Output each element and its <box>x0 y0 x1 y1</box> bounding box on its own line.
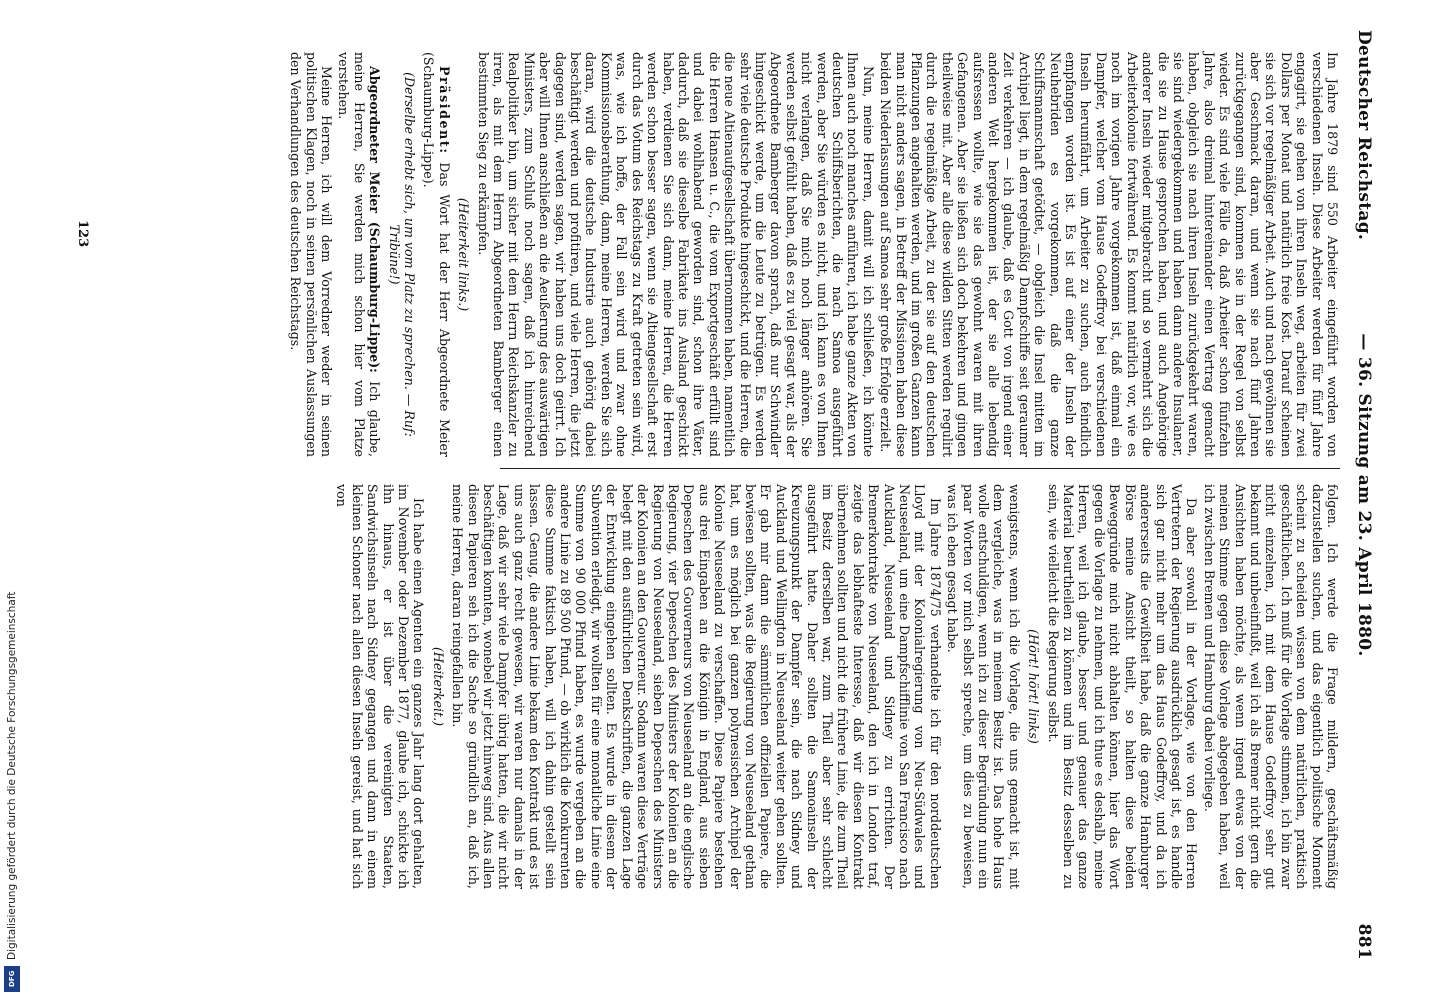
left-column <box>332 484 1340 889</box>
paragraph: Da aber sowohl in der Vorlage, wie von den Herren Vertretern der Regierung ausdrücklich gesagt ist, es handle sich gar nicht mehr um das Haus Godeffroy, und da ich andererseits die Gewißheit habe, daß die ganze Hamburger Börse meine Ansicht theilt, so halten diese beiden Beweggründe mich nicht abhalten können, hier das Wort gegen die Vorlage zu nehmen, und ich thue es deshalb, meine Herren, weil ich glaube, besser und genauer das ganze Material beurtheilen zu können und im Besitz desselben zu sein, wie vielleicht die Regierung selbst. <box>1045 484 1200 889</box>
speaker-text: Ich glaube, meine Herren, Sie werden mich schon hier vom Platze verstehen. <box>336 52 383 457</box>
paragraph: folgen. Ich werde die Frage mildern, geschäftsmäßig darzustellen suchen, und das eigentlich politische Moment scheint zu scheiden wissen von dem natürlichen, praktisch geschäftlichen. Ich muß für die Vorlage stimmen, ich bin zwar nicht einzelnen, ich mit dem Hause Godeffroy sehr gut bekannt und unbeeinflußt, weil ich als Bremer nicht gern die Ansichten haben möchte, als wenn irgend etwas von der meinen Stimme gegen diese Vorlage abgegeben haben, weil ich zwischen Bremen und Hamburg dabei vorliege. <box>1201 484 1340 889</box>
speaker-name: Präsident: <box>436 66 452 155</box>
column-divider <box>500 468 1340 469</box>
header-session: — 36. Sitzung am 23. April 1880. <box>1354 333 1374 657</box>
stage-direction: (Heiterkeit links.) <box>456 197 472 312</box>
paragraph: Ich habe einen Agenten ein ganzes Jahr lang dort gehalten, im November oder Dezember 1877, glaube ich, schickte ich ihn hinaus, er ist über die vereinigten Staaten, Sandwichsinseln nach Sidney gegangen und dann in einem kleinen Schoner nach allen diesen Inseln gereist, und hat sich von <box>334 484 427 889</box>
header-title: Deutscher Reichstag. <box>1354 30 1374 241</box>
stage-direction: (Heiterkeit.) <box>430 647 446 726</box>
right-column <box>286 52 1340 457</box>
paragraph: Nun, meine Herren, damit will ich schließen, ich könnte Ihnen auch noch manches anführen, ich habe ganze Akten von deutschen Schiffsberichten, die nach Samoa ausgeführt werden, aber Sie würden es nicht, und ich kann es von Ihnen nicht verlangen, daß Sie mich noch länger anhören. Sie werden selbst gefühlt haben, daß es zu viel gesagt war, als der Abgeordnete Bamberger davon sprach, daß nur Schwindler hingeschickt werde, um die Leute zu betrügen. Es werden sehr viele deutsche Produkte hingeschickt, und die Herren, die die neue Altienaufgesellschaft übernommen haben, namentlich die Herren Hansen u. C., die vom Exportgeschäft erfüllt sind und dabei wohlhabend geworden sind, schon ihre Väter, dadurch, daß sie dieselbe Fabrikate ins Ausland geschickt haben, verdienen Sie sich dann, meine Herren, die Herren werden schon besser sagen, wenn sie Altiengesellschaft erst durch das Votum des Reichstags zu Kraft getreten sein wird, was, wie ich hoffe, der Fall sein wird und zwar ohne Kommissionsberathung, dann, meine Herren, werden Sie sich daran, wird die deutsche Industrie auch gehörig dabei beschäftigt werden und profitiren, und viele Herren, die jetzt dagegen sind, werden sagen, wir haben uns doch geirrt. Ich aber will Ihnen anschließen an die Aeußerung des auswärtigen Ministers, zum Schluß noch sagen, daß ich hinreichend Realpolitiker bin, um sicher mit dem Herrn Reichskanzler zu irren, als mit dem Herrn Abgeordneten Bamberger einen bestimmten Sieg zu erkämpfen. <box>475 52 876 457</box>
signature-mark: 123 <box>75 220 90 248</box>
speaker-name: Abgeordneter Meier (Schaumburg-Lippe): <box>367 66 383 373</box>
stage-direction: (Hört! hört! links) <box>1026 629 1042 744</box>
speaker-text: Das Wort hat der Herr Abgeordnete Meier (Schaumburg-Lippe). <box>421 52 452 457</box>
digitization-strip <box>0 0 28 1000</box>
paragraph: Im Jahre 1879 sind 550 Arbeiter eingeführt worden von verschiedenen Inseln. Diese Arbeiter werden für fünf Jahre engagirt, sie gehen von ihren Inseln weg, arbeiten für zwei Dollars per Monat und natürlich freie Kost. Darauf scheinen sie sich vor regelmäßiger Arbeit. Auch und nach gewöhnen sie aber Geschmack daran, und wenn sie nach fünf Jahren zurückgegangen sind, kommen sie in der Regel von selbst wieder. Es sind viele Fälle da, daß Arbeiter schon fünfzehn Jahre, also dreimal hintereinander einen Vertrag gemacht haben, obgleich sie nach ihren Inseln zurückgekehrt waren, sie sind wiedergekommen und haben dann andere Insulaner, die sie zu Hause gesprochen haben, und auch Angehörige anderer Inseln wieder mitgebracht und so vermehrt sich die Arbeiterkolonie fortwährend. Es kommt natürlich vor, wie es noch im vorigen Jahre vorgekommen ist, daß einmal ein Dampfer, welcher vom Hause Godeffroy bei verschiedenen Inseln herumfährt, um Arbeiter zu suchen, auch feindlich empfangen worden ist. Es ist auf einer der Inseln der Neuhebriden es vorgekommen, daß die ganze Schiffsmannschaft getödtet, — obgleich die Insel mitten im Archipel liegt, in dem regelmäßig Dampfschiffe seit geraumer Zeit verkehren — ich glaube, daß es Gott von irgend einer anderen Welt hergekommen ist, der sie alle lebendig aufsressen wollte, wie sie das gewohnt waren mit ihren Gefangenen. Aber sie ließen sich doch bekehren und gingen theilweise mit. Aber alle diese wilden Sitten werden regulirt durch die regelmäßige Arbeit, zu der sie auf den deutschen Pflanzungen angehalten werden, und im großen Ganzen kann man nicht anders sagen, in Betreff der Missionen haben diese beiden Niederlassungen auf Samoa sehr große Erfolge erzielt. <box>878 52 1340 457</box>
paragraph: Im Jahre 1874/75 verhandelte ich für den norddeutschen Lloyd mit der Kolonialregierung von Neu-Südwales und Neuseeland, um eine Dampfschifflinie von San Francisco nach Auckland, Neuseeland und Sidney zu errichten. Der Bremerkontrakte von Neuseeland, den ich in London traf, zeigte das lebhafteste Interesse, daß wir diesen Kontrakt übernehmen sollten und nicht die frühere Linie, die zum Theil im Besitz derselben war, zum Theil aber sehr schlecht ausgeführt hatte. Daher sollten die Samoainseln der Kreuzungspunkt der Dampfer sein, die nach Sidney und Auckland und Wellington in Neuseeland weiter gehen sollten. Er gab mir dann die sämmtlichen offiziellen Papiere, die bewiesen sollten, was die Regierung von Neuseeland gethan hat, um es möglich bei ganzen polynesischen Archipel der Kolonie Neuseeland zu verschaffen. Diese Papiere bestehen aus drei Eingaben an die Königin in England, aus sieben Depeschen des Gouverneurs von Neuseeland an die englische Regierung, vier Depeschen des Ministers der Kolonien an die Regierung von Neuseeland, sieben Depeschen des Ministers der Kolonien an den Gouverneur. Sodann waren diese Verträge belegt mit den ausführlichen Denkschriften, die ganzen Lage der Entwicklung eingehen sollten. Es wurde in diesem der Subvention erledigt, wir wollten für eine monatliche Linie eine Summe von 90 000 Pfund haben, es wurde vergeben an die andere Linie zu 89 500 Pfund, — ob wirklich die Konkurrenten diese Summe faktisch haben, will ich dahin gestellt sein lassen. Genug, die andere Linie bekam den Kontrakt und es ist uns auch ganz recht gewesen, wir waren nur damals in der Lage, daß wir sehr viele Dampfer übrig hatten, die wir nicht beschäftigen konnten, wonebel wir jetzt hinweg sind. Aus allen diesen Papieren seh ich die Sache so gründlich an, daß ich, meine Herren, daran reingefallen bin. <box>450 484 943 889</box>
dfg-logo: DFG <box>4 966 20 992</box>
paragraph: Meine Herren, ich will dem Vorredner weder in seinen politischen Klagen, noch in seinen persönlichen Auslassungen den Verhandlungen des deutschen Reichstags. <box>288 52 334 457</box>
page-number: 881 <box>1354 923 1374 960</box>
paragraph: wenigstens, wenn ich die Vorlage, die uns gemacht ist, mit dem vergleiche, was in meinem Besitz ist. Das hohe Haus wolle entschuldigen, wenn ich zu dieser Begründung nun ein paar Worten vor mich selbst spreche, um dies zu beweisen, was ich eben gesagt habe. <box>945 484 1022 889</box>
stage-direction: (Derselbe erhebt sich, um vom Platz zu sprechen. — Ruf: Tribüne!) <box>386 72 418 437</box>
digitization-note: Digitalisierung gefördert durch die Deutsche Forschungsgemeinschaft <box>6 591 18 960</box>
running-head <box>1350 30 1374 960</box>
